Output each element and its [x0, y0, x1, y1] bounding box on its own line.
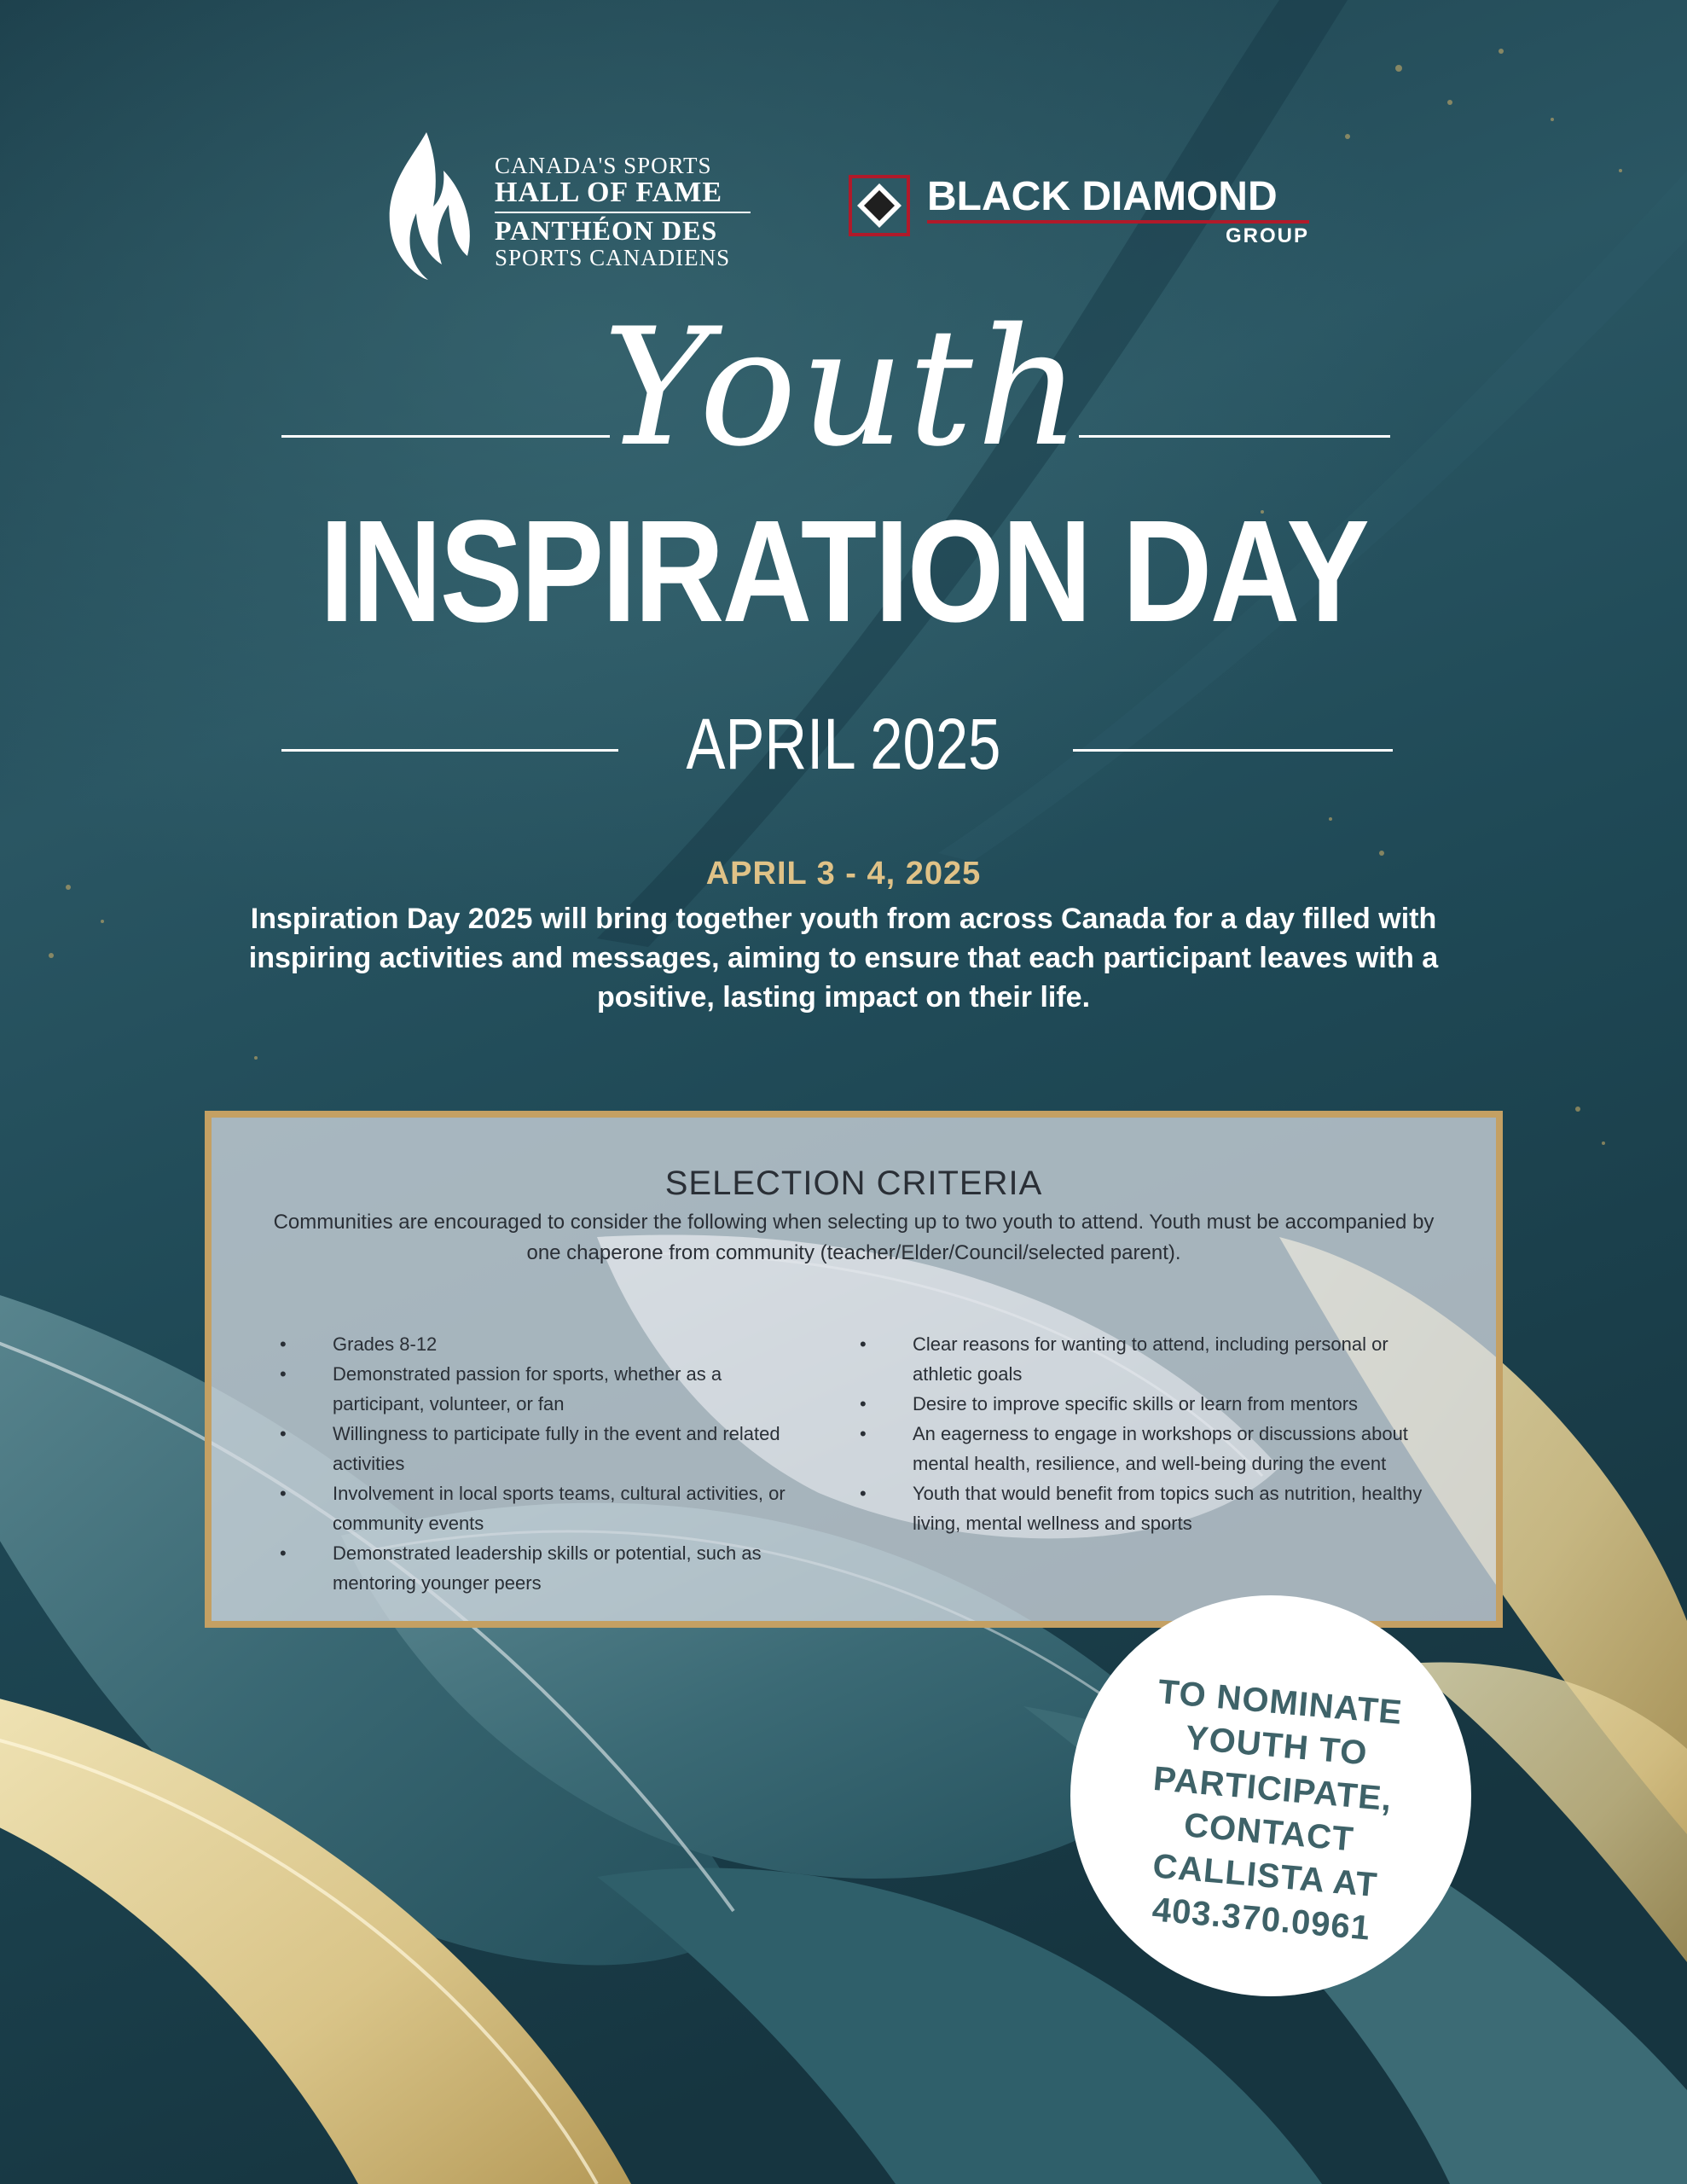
bullet: •: [280, 1483, 287, 1504]
criteria-item-text: Desire to improve specific skills or learn from mentors: [913, 1393, 1359, 1414]
chof-line3: PANTHÉON DES: [495, 215, 718, 247]
criteria-item-text: Demonstrated passion for sports, whether as a participant, volunteer, or fan: [333, 1363, 722, 1414]
diamond-logo-icon: [849, 175, 910, 236]
list-item: [280, 1538, 809, 1598]
bdg-rule: [927, 220, 1309, 224]
criteria-item-text: Demonstrated leadership skills or potential, such as mentoring younger peers: [333, 1542, 762, 1594]
list-item: [860, 1329, 1423, 1389]
bullet: •: [280, 1333, 287, 1355]
bullet: •: [280, 1542, 287, 1564]
event-dates: APRIL 3 - 4, 2025: [705, 856, 982, 892]
criteria-item-text: Youth that would benefit from topics such as nutrition, healthy living, mental wellness and sports: [913, 1483, 1423, 1534]
list-item: [280, 1419, 809, 1478]
bdg-group: GROUP: [1225, 224, 1309, 247]
list-item: [860, 1478, 1423, 1538]
bullet: •: [860, 1393, 867, 1414]
selection-criteria-panel: [205, 1111, 1503, 1628]
bdg-name: BLACK DIAMOND: [927, 174, 1278, 219]
bullet: •: [860, 1423, 867, 1444]
criteria-title: SELECTION CRITERIA: [664, 1165, 1043, 1202]
nominate-text: TO NOMINATE YOUTH TO PARTICIPATE, CONTACT CALLISTA AT 403.370.0961: [1151, 1673, 1405, 1948]
bullet: •: [860, 1483, 867, 1504]
bullet: •: [860, 1333, 867, 1355]
subtitle: APRIL 2025: [686, 704, 1001, 784]
criteria-item-text: Clear reasons for wanting to attend, including personal or athletic goals: [913, 1333, 1388, 1385]
criteria-item-text: Involvement in local sports teams, cultural activities, or community events: [333, 1483, 786, 1534]
bdg-logo: [849, 175, 1326, 247]
criteria-item-text: An eagerness to engage in workshops or discussions about mental health, resilience, and well-being during the event: [913, 1423, 1408, 1474]
criteria-item-text: Grades 8-12: [333, 1333, 438, 1355]
chof-line4: SPORTS CANADIENS: [495, 244, 731, 270]
criteria-item-text: Willingness to participate fully in the event and related activities: [333, 1423, 780, 1474]
main-title: INSPIRATION DAY: [319, 491, 1368, 653]
flame-logo-icon: [375, 128, 478, 282]
list-item: [860, 1419, 1423, 1478]
list-item: [280, 1359, 809, 1419]
chof-logo: [375, 128, 768, 273]
event-description: Inspiration Day 2025 will bring together youth from across Canada for a day filled with inspiring activities and messages, aiming to ensure that each participant leaves with a positive, lasting impact on their life.: [248, 903, 1439, 1014]
bullet: •: [280, 1423, 287, 1444]
bullet: •: [280, 1363, 287, 1385]
chof-line2: HALL OF FAME: [495, 177, 722, 209]
nominate-circle: [1070, 1595, 1471, 1996]
criteria-intro: Communities are encouraged to consider the following when selecting up to two youth to attend. Youth must be accompanied by one chaperone from community (teacher/Elder/Council/selected parent).: [273, 1211, 1435, 1264]
script-title: Youth: [602, 293, 1085, 482]
list-item: [280, 1478, 809, 1538]
chof-line1: CANADA'S SPORTS: [495, 153, 712, 178]
criteria-list-right: [860, 1329, 1423, 1538]
list-item: [280, 1329, 809, 1359]
list-item: [860, 1389, 1423, 1419]
criteria-list-left: [280, 1329, 809, 1598]
chof-divider: [495, 212, 751, 213]
